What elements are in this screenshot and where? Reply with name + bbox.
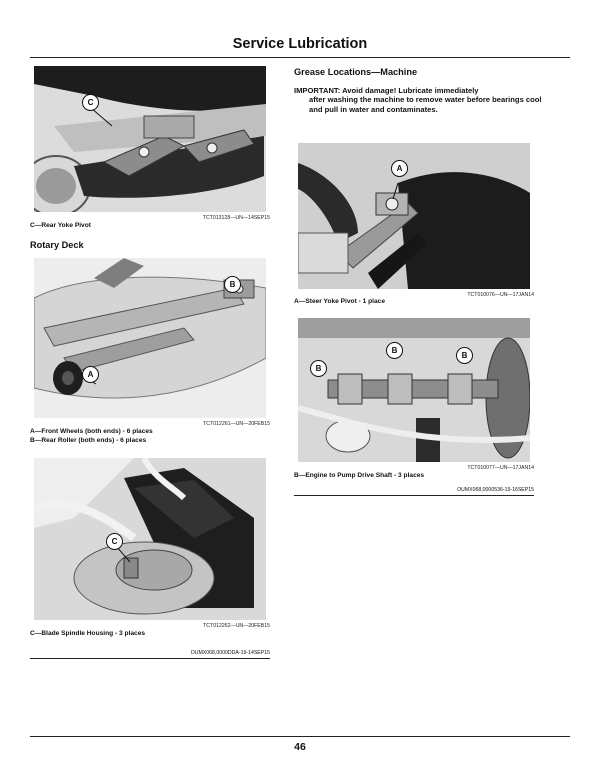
spindle-illustration (34, 458, 266, 620)
figure-3-id: TCT012262—UN—20FEB15 (203, 623, 270, 629)
left-doc-id: OUMX068,0000DDA-19-14SEP15 (190, 650, 270, 656)
important-body: after washing the machine to remove water before bearings cool and pull in water and contaminates. (309, 95, 542, 114)
callout-b-middle: B (386, 342, 403, 359)
right-doc-rule (294, 495, 534, 496)
figure-front-wheels-rear-roller (34, 258, 266, 418)
rotary-deck-heading: Rotary Deck (30, 240, 84, 250)
callout-b: B (224, 276, 241, 293)
figure-5-caption: B—Engine to Pump Drive Shaft - 3 places (294, 472, 425, 479)
figure-4-caption: A—Steer Yoke Pivot - 1 place (294, 298, 386, 305)
figure-1-caption: C—Rear Yoke Pivot (30, 222, 91, 229)
figure-rear-yoke-pivot (34, 66, 266, 212)
page-number: 46 (294, 741, 306, 753)
left-doc-rule (30, 658, 270, 659)
important-lead: IMPORTANT: Avoid damage! Lubricate immediately (294, 86, 479, 95)
grease-locations-heading: Grease Locations—Machine (294, 67, 418, 77)
footer-rule (30, 736, 570, 737)
figure-engine-pump-drive-shaft (298, 318, 530, 462)
figure-1-id: TCT013128—UN—14SEP15 (202, 215, 270, 221)
callout-a: A (391, 160, 408, 177)
title-rule (30, 57, 570, 58)
callout-b-left: B (310, 360, 327, 377)
important-notice (294, 86, 544, 114)
callout-a: A (82, 366, 99, 383)
callout-c: C (106, 533, 123, 550)
figure-5-id: TCT010077—UN—17JAN14 (467, 465, 534, 471)
right-doc-id: OUMX068,0000536-19-16SEP15 (457, 487, 534, 493)
drive-shaft-illustration (298, 318, 530, 462)
figure-3-caption: C—Blade Spindle Housing - 3 places (30, 630, 146, 637)
figure-steer-yoke-pivot (298, 143, 530, 289)
figure-2-caption: A—Front Wheels (both ends) - 6 places B—Rear Roller (both ends) - 6 places (30, 428, 153, 444)
figure-blade-spindle-housing (34, 458, 266, 620)
page-title: Service Lubrication (232, 36, 368, 52)
steer-yoke-illustration (298, 143, 530, 289)
figure-4-id: TCT010076—UN—17JAN14 (467, 292, 534, 298)
rear-yoke-illustration (34, 66, 266, 212)
figure-2-id: TCT012261—UN—20FEB15 (203, 421, 270, 427)
callout-c: C (82, 94, 99, 111)
callout-b-right: B (456, 347, 473, 364)
